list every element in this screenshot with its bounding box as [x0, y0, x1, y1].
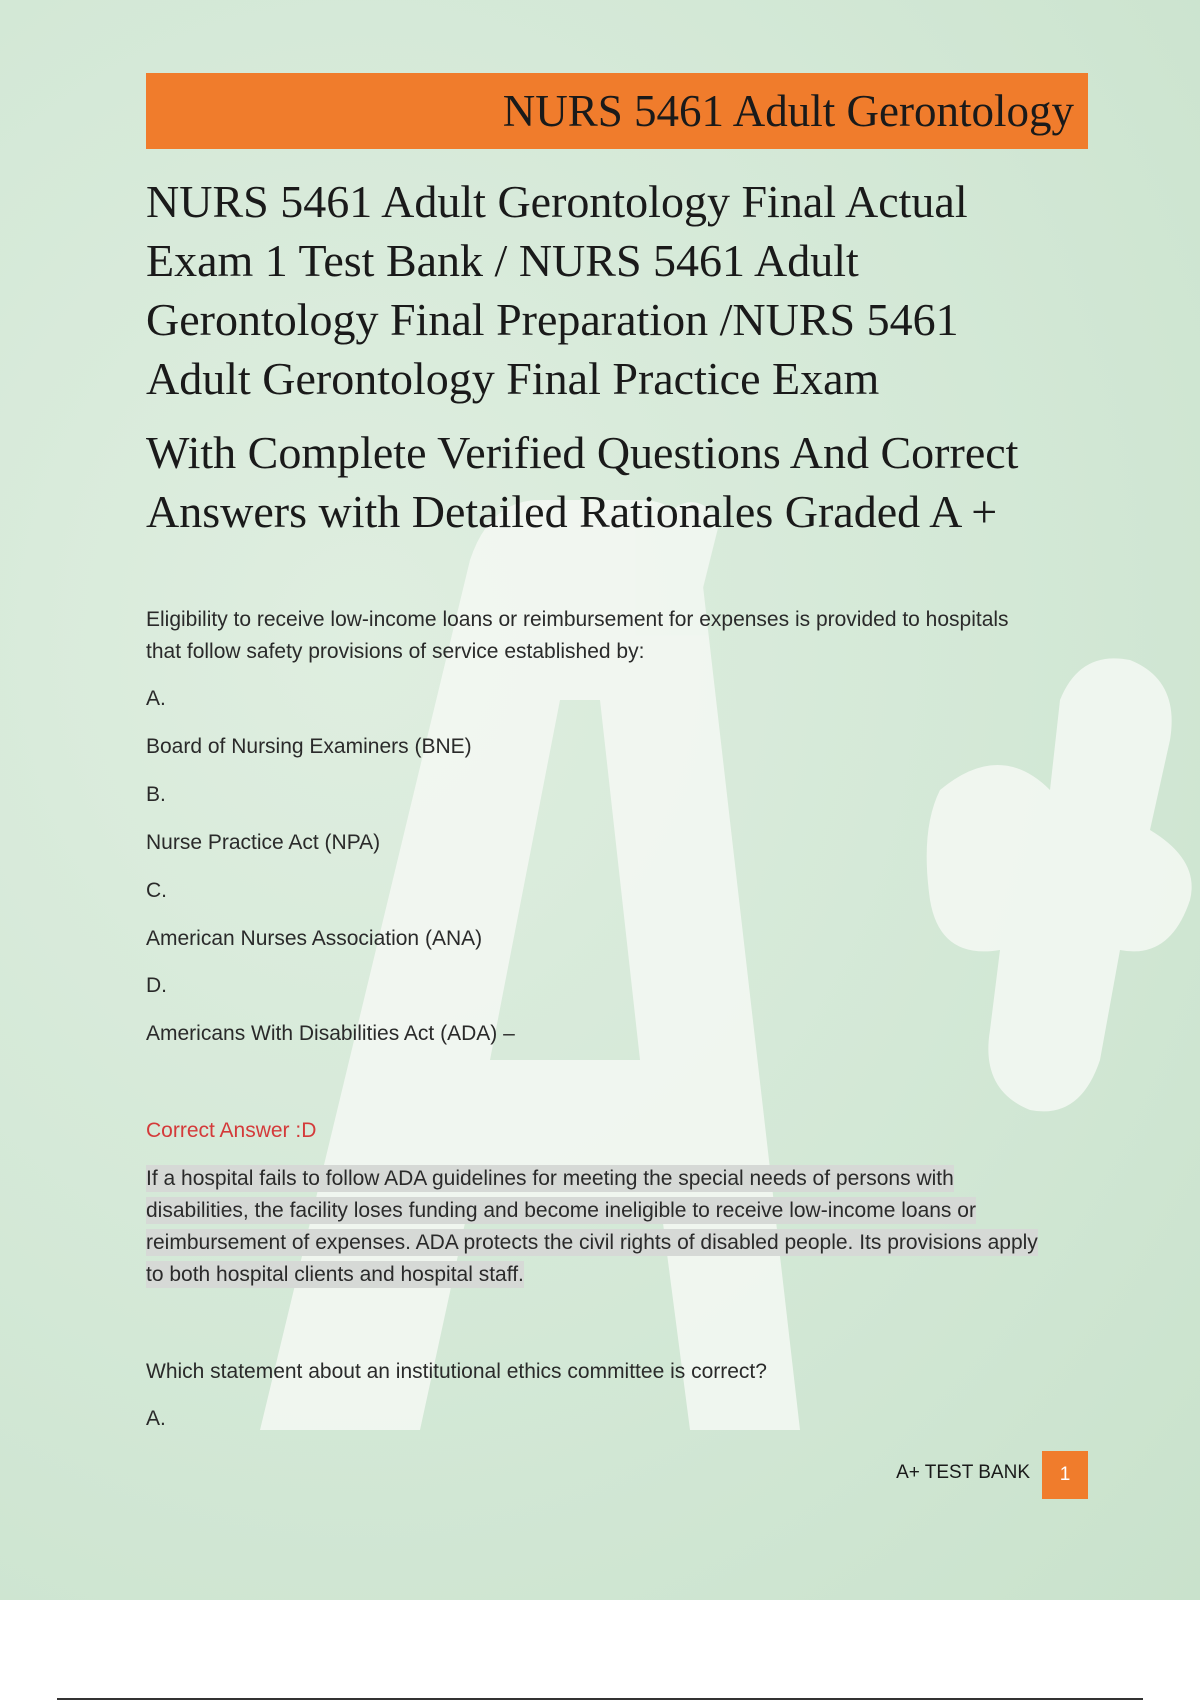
option-a-letter: A.	[146, 687, 166, 710]
rationale-text: to both hospital clients and hospital staff.	[146, 1263, 524, 1286]
rationale-text: disabilities, the facility loses funding and become ineligible to receive low-income loans or	[146, 1199, 976, 1222]
footer-label: A+ TEST BANK	[896, 1462, 1030, 1483]
rationale	[146, 1163, 1086, 1291]
option-d-text: Americans With Disabilities Act (ADA) –	[146, 1022, 515, 1045]
question-1-stem	[146, 604, 1086, 668]
option-b-text: Nurse Practice Act (NPA)	[146, 831, 381, 854]
rationale-text: If a hospital fails to follow ADA guidelines for meeting the special needs of persons with	[146, 1167, 954, 1190]
correct-answer: Correct Answer :D	[146, 1119, 317, 1142]
title-line: Adult Gerontology Final Practice Exam	[146, 353, 880, 404]
document-title	[146, 172, 1106, 408]
subtitle-line: Answers with Detailed Rationales Graded A +	[146, 486, 998, 537]
question-2-option-a-letter: A.	[146, 1407, 166, 1430]
option-c-letter: C.	[146, 879, 167, 902]
option-b-letter: B.	[146, 783, 166, 806]
document-subtitle	[146, 423, 1106, 541]
page-number: 1	[1042, 1451, 1088, 1499]
subtitle-line: With Complete Verified Questions And Correct	[146, 427, 1019, 478]
stem-line: Eligibility to receive low-income loans or reimbursement for expenses is provided to hospitals	[146, 608, 1009, 631]
stem-line: that follow safety provisions of service established by:	[146, 640, 645, 663]
title-line: Gerontology Final Preparation /NURS 5461	[146, 294, 959, 345]
header-bar	[146, 73, 1088, 149]
question-2-stem: Which statement about an institutional ethics committee is correct?	[146, 1360, 767, 1383]
rationale-line	[146, 1259, 1086, 1291]
option-d-letter: D.	[146, 974, 167, 997]
header-title: NURS 5461 Adult Gerontology	[502, 86, 1074, 136]
option-a-text: Board of Nursing Examiners (BNE)	[146, 735, 472, 758]
rationale-line	[146, 1227, 1086, 1259]
title-line: Exam 1 Test Bank / NURS 5461 Adult	[146, 235, 859, 286]
rationale-text: reimbursement of expenses. ADA protects the civil rights of disabled people. Its provisions apply	[146, 1231, 1038, 1254]
title-line: NURS 5461 Adult Gerontology Final Actual	[146, 176, 968, 227]
rationale-line	[146, 1195, 1086, 1227]
rationale-line	[146, 1163, 1086, 1195]
option-c-text: American Nurses Association (ANA)	[146, 927, 483, 950]
